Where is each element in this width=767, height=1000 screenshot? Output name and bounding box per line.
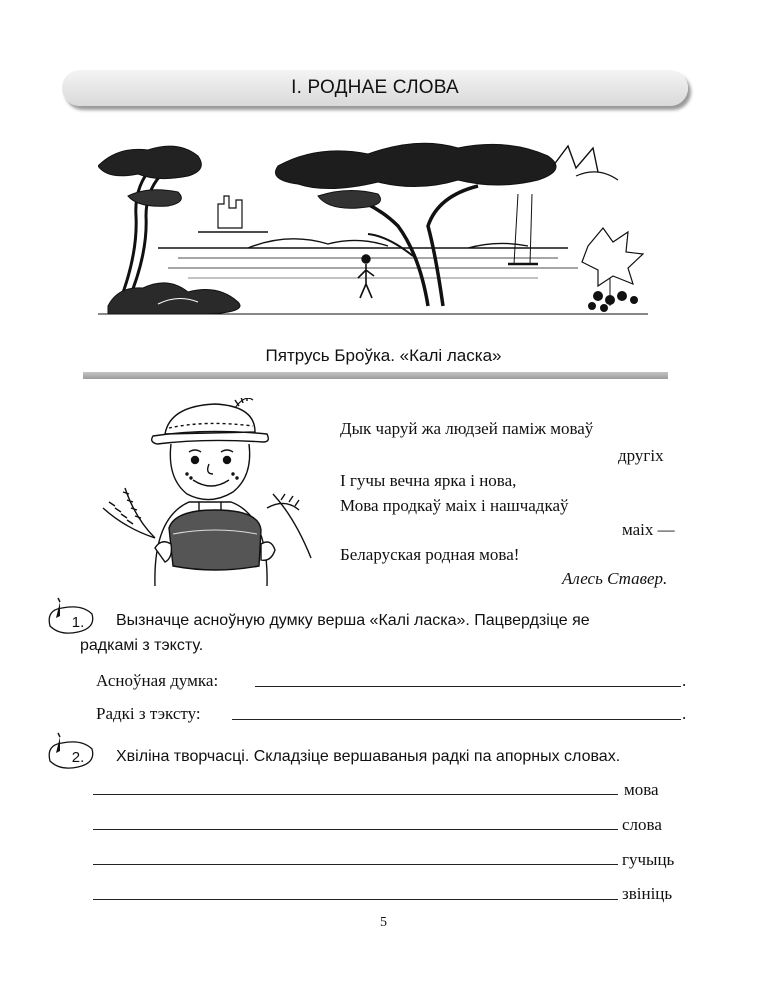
key-word: гучыць xyxy=(622,850,675,869)
poem-line: Мова продкаў маіх і нашчадкаў xyxy=(340,496,569,515)
text-lines-label: Радкі з тэксту: xyxy=(96,704,201,723)
poem-line: Дык чаруй жа людзей паміж моваў xyxy=(340,419,594,438)
task-1-line-2: радкамі з тэксту. xyxy=(80,637,204,654)
landscape-illustration xyxy=(98,136,648,320)
verse-answer-line[interactable] xyxy=(93,794,618,795)
poem-title: Пятрусь Броўка. «Калі ласка» xyxy=(265,346,502,365)
poem-line: Беларуская родная мова! xyxy=(340,545,520,564)
key-word: слова xyxy=(622,815,662,834)
task-1-line-1: Вызначце асноўную думку верша «Калі ласка». Пацвердзіце яе xyxy=(116,612,590,629)
pen-task-icon xyxy=(42,596,96,636)
field-end-dot: . xyxy=(682,671,687,690)
title-divider xyxy=(83,372,668,379)
poem-line: І гучы вечна ярка і нова, xyxy=(340,471,517,490)
poem-line: маіх — xyxy=(622,520,675,539)
poem-line: другіх xyxy=(618,446,664,465)
page-number: 5 xyxy=(380,915,387,930)
verse-answer-line[interactable] xyxy=(93,899,618,900)
key-word: мова xyxy=(624,780,659,799)
verse-answer-line[interactable] xyxy=(93,864,618,865)
main-idea-answer-line[interactable] xyxy=(255,686,681,687)
task-2-text: Хвіліна творчасці. Складзіце вершаваныя радкі па апорных словах. xyxy=(116,748,621,765)
poem-author: Алесь Ставер. xyxy=(562,569,668,588)
field-end-dot: . xyxy=(682,704,687,723)
task-number: 1. xyxy=(71,614,85,631)
verse-answer-line[interactable] xyxy=(93,829,618,830)
chapter-header xyxy=(62,70,688,106)
text-lines-answer-line[interactable] xyxy=(232,719,681,720)
key-word: звініць xyxy=(622,884,673,903)
chapter-title: І. РОДНАЕ СЛОВА xyxy=(291,77,459,98)
pen-task-icon xyxy=(42,731,96,771)
task-number: 2. xyxy=(71,749,85,766)
main-idea-label: Асноўная думка: xyxy=(96,671,219,690)
boy-with-bread-illustration xyxy=(95,398,325,586)
